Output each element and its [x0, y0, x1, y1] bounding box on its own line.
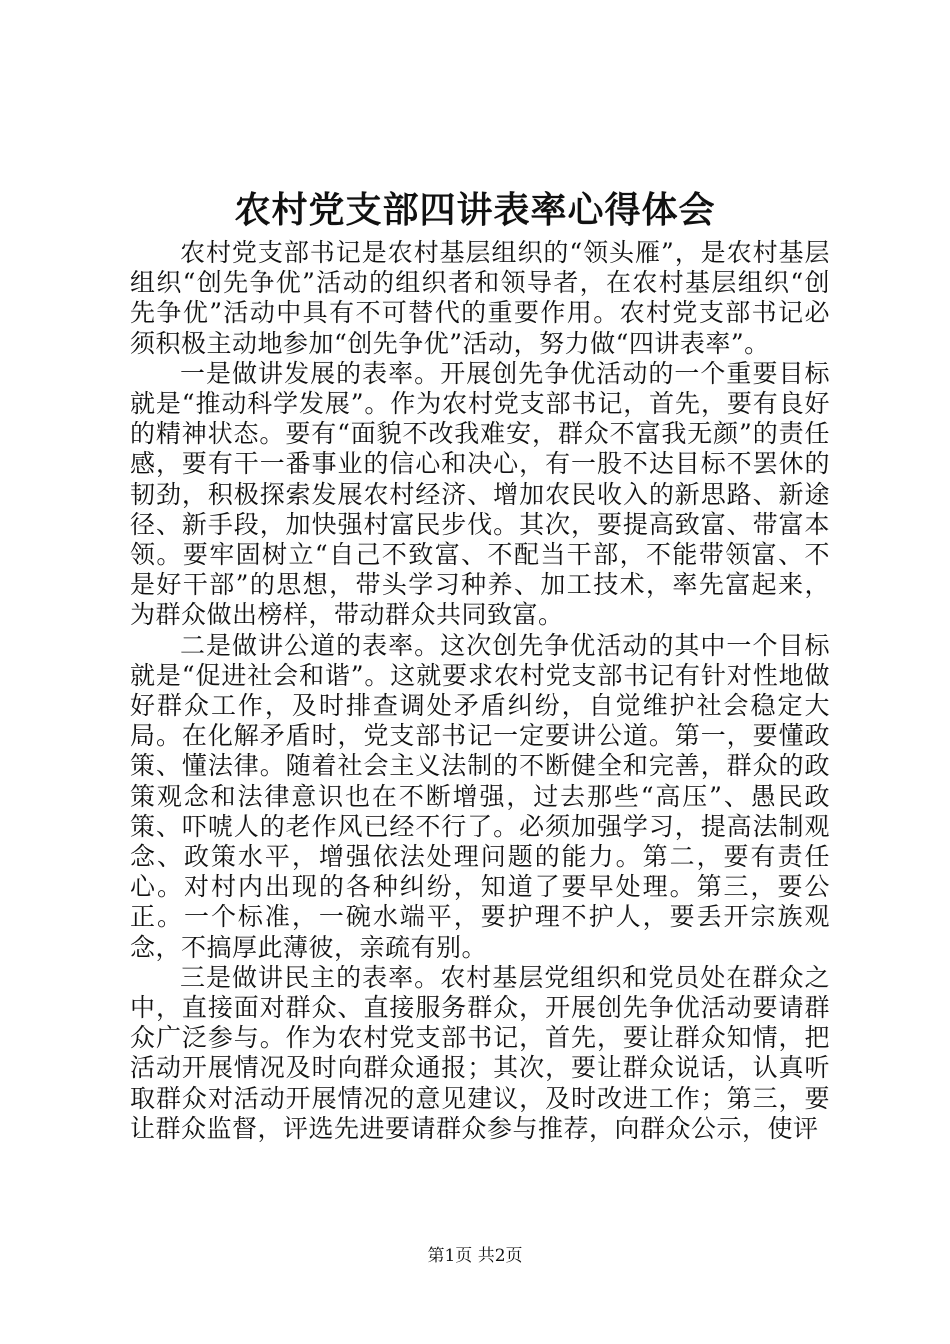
paragraph-development: 一是做讲发展的表率。开展创先争优活动的一个重要目标就是“推动科学发展”。作为农村党支部书记，首先，要有良好的精神状态。要有“面貌不改我难安，群众不富我无颜”的责任感，要有干一番事业的信心和决心，有一股不达目标不罢休的韧劲，积极探索发展农村经济、增加农民收入的新思路、新途径、新手段，加快强村富民步伐。其次，要提高致富、带富本领。要牢固树立“自己不致富、不配当干部，不能带领富、不是好干部”的思想，带头学习种养、加工技术，率先富起来，为群众做出榜样，带动群众共同致富。: [130, 358, 830, 630]
document-title: 农村党支部四讲表率心得体会: [234, 189, 716, 231]
paragraph-intro: 农村党支部书记是农村基层组织的“领头雁”，是农村基层组织“创先争优”活动的组织者和领导者，在农村基层组织“创先争优”活动中具有不可替代的重要作用。农村党支部书记必须积极主动地参加“创先争优”活动，努力做“四讲表率”。: [130, 238, 830, 358]
paragraph-fairness: 二是做讲公道的表率。这次创先争优活动的其中一个目标就是“促进社会和谐”。这就要求农村党支部书记有针对性地做好群众工作，及时排查调处矛盾纠纷，自觉维护社会稳定大局。在化解矛盾时，党支部书记一定要讲公道。第一，要懂政策、懂法律。随着社会主义法制的不断健全和完善，群众的政策观念和法律意识也在不断增强，过去那些“高压”、愚民政策、吓唬人的老作风已经不行了。必须加强学习，提高法制观念、政策水平，增强依法处理问题的能力。第二，要有责任心。对村内出现的各种纠纷，知道了要早处理。第三，要公正。一个标准，一碗水端平，要护理不护人，要丢开宗族观念，不搞厚此薄彼，亲疏有别。: [130, 630, 830, 962]
document-body: [130, 238, 830, 1144]
paragraph-democracy: 三是做讲民主的表率。农村基层党组织和党员处在群众之中，直接面对群众、直接服务群众，开展创先争优活动要请群众广泛参与。作为农村党支部书记，首先，要让群众知情，把活动开展情况及时向群众通报；其次，要让群众说话，认真听取群众对活动开展情况的意见建议，及时改进工作；第三，要让群众监督，评选先进要请群众参与推荐，向群众公示，使评: [130, 962, 830, 1143]
page-footer: 第1页 共2页: [427, 1246, 523, 1266]
